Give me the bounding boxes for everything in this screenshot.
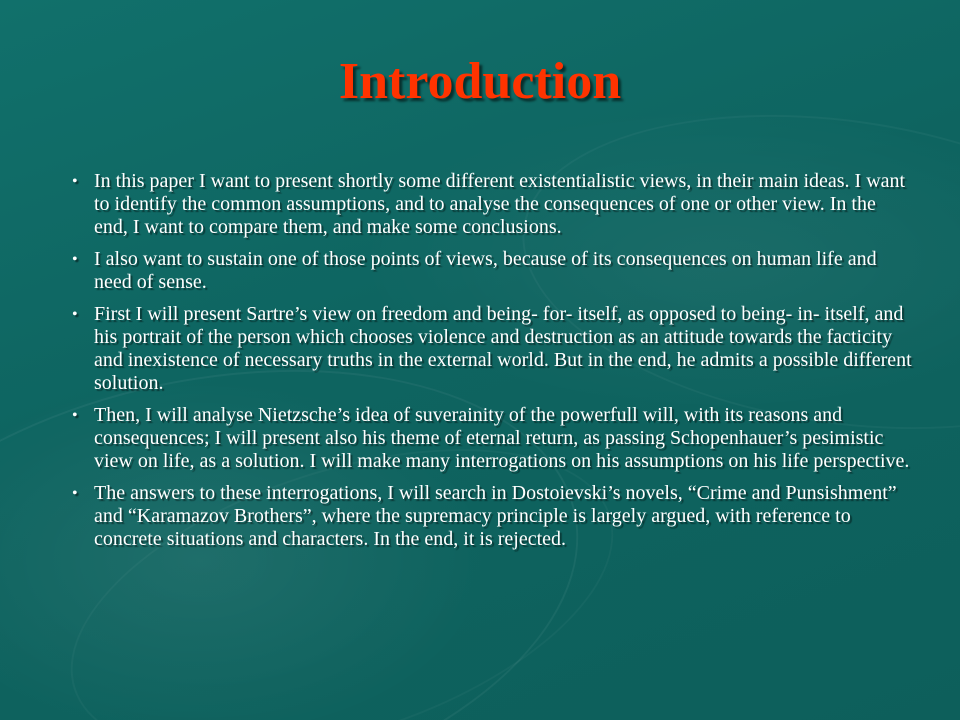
bullet-item bbox=[72, 482, 912, 551]
bullet-dot-icon: • bbox=[72, 173, 78, 190]
bullet-text: The answers to these interrogations, I will search in Dostoievski’s novels, “Crime and Punsishment” and “Karamazov Brothers”, where the supremacy principle is largely argued, with reference to concrete situations and characters. In the end, it is rejected. bbox=[94, 482, 897, 550]
bullet-item bbox=[72, 404, 912, 473]
slide-title: Introduction bbox=[338, 53, 622, 110]
bullet-item bbox=[72, 248, 912, 294]
bullet-dot-icon: • bbox=[72, 485, 78, 502]
bullet-dot-icon: • bbox=[72, 251, 78, 268]
bullet-item bbox=[72, 303, 912, 395]
bullet-text: I also want to sustain one of those points of views, because of its consequences on human life and need of sense. bbox=[94, 248, 877, 293]
bullet-dot-icon: • bbox=[72, 407, 78, 424]
bullet-item bbox=[72, 170, 912, 239]
bullet-text: In this paper I want to present shortly some different existentialistic views, in their main ideas. I want to identify the common assumptions, and to analyse the consequences of one or other view. In the end, I want to compare them, and make some conclusions. bbox=[94, 170, 906, 238]
bullet-text: Then, I will analyse Nietzsche’s idea of suverainity of the powerfull will, with its reasons and consequences; I will present also his theme of eternal return, as passing Schopenhauer’s pesimistic view on life, as a solution. I will make many interrogations on his assumptions on his life perspective. bbox=[94, 404, 910, 472]
bullet-dot-icon: • bbox=[72, 306, 78, 323]
bullet-text: First I will present Sartre’s view on freedom and being- for- itself, as opposed to being- in- itself, and his portrait of the person which chooses violence and destruction as an attitude towards the facticity and inexistence of necessary truths in the external world. But in the end, he admits a possible different solution. bbox=[94, 303, 912, 394]
bullet-list bbox=[72, 170, 912, 560]
